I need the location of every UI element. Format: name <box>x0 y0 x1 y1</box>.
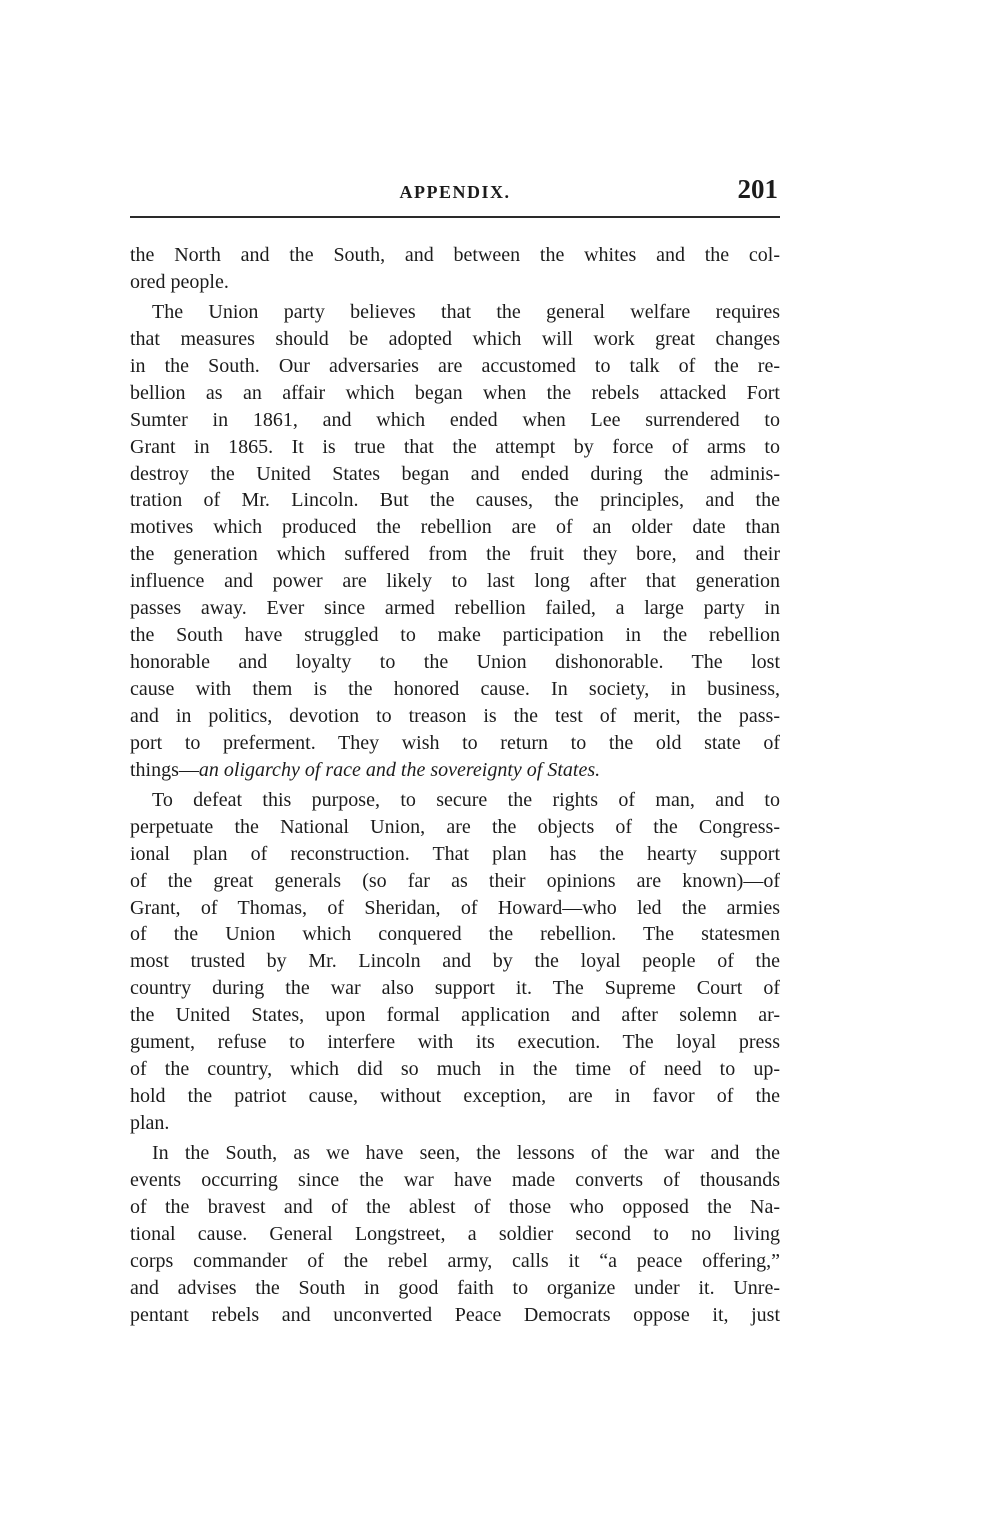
text-line: of the bravest and of the ablest of those who opposed the Na- <box>130 1195 780 1218</box>
text-line: In the South, as we have seen, the lessons of the war and the <box>152 1141 780 1164</box>
text-line: the United States, upon formal application and after solemn ar- <box>130 1004 780 1027</box>
text-line: tional cause. General Longstreet, a soldier second to no living <box>130 1222 780 1245</box>
text-line: country during the war also support it. The Supreme Court of <box>130 977 780 1000</box>
text-line: honorable and loyalty to the Union dishonorable. The lost <box>130 651 780 674</box>
text-line: and in politics, devotion to treason is the test of merit, the pass- <box>130 704 780 727</box>
text-line: hold the patriot cause, without exception, are in favor of the <box>130 1085 780 1108</box>
text-line: To defeat this purpose, to secure the rights of man, and to <box>152 788 780 811</box>
text-line: perpetuate the National Union, are the objects of the Congress- <box>130 815 780 838</box>
text-line: port to preferment. They wish to return to the old state of <box>130 731 780 754</box>
text-line: passes away. Ever since armed rebellion failed, a large party in <box>130 597 780 620</box>
text-line: ored people. <box>130 270 229 293</box>
text-line: plan. <box>130 1112 170 1134</box>
text-line: of the country, which did so much in the time of need to up- <box>130 1058 780 1081</box>
body-text <box>130 242 780 1329</box>
text-line: the North and the South, and between the whites and the col- <box>130 244 780 266</box>
text-line: the generation which suffered from the fruit they bore, and their <box>130 543 780 566</box>
text-line: The Union party believes that the general welfare requires <box>152 300 780 323</box>
text-line: Grant in 1865. It is true that the attempt by force of arms to <box>130 435 780 458</box>
text-line: in the South. Our adversaries are accustomed to talk of the re- <box>130 354 780 377</box>
text-line: events occurring since the war have made converts of thousands <box>130 1168 780 1191</box>
running-header <box>130 174 780 210</box>
text-line: destroy the United States began and ended during the adminis- <box>130 462 780 485</box>
text-line: tration of Mr. Lincoln. But the causes, the principles, and the <box>130 489 780 512</box>
text-line: that measures should be adopted which will work great changes <box>130 327 780 350</box>
text-line: pentant rebels and unconverted Peace Democrats oppose it, just <box>130 1303 780 1326</box>
text-line: cause with them is the honored cause. In society, in business, <box>130 678 780 700</box>
text-line: gument, refuse to interfere with its execution. The loyal press <box>130 1031 780 1054</box>
text-line: Sumter in 1861, and which ended when Lee surrendered to <box>130 408 780 431</box>
text-line: the South have struggled to make participation in the rebellion <box>130 624 780 647</box>
text-line <box>130 757 780 784</box>
text-line: of the great generals (so far as their opinions are known)—of <box>130 869 780 892</box>
text-line: motives which produced the rebellion are of an older date than <box>130 516 780 539</box>
page-number: 201 <box>737 174 778 204</box>
italic-phrase: an oligarchy of race and the sovereignty of States. <box>198 758 601 781</box>
text-line-start: things— <box>130 758 199 781</box>
running-header-title: APPENDIX. <box>399 182 511 202</box>
text-line: corps commander of the rebel army, calls it “a peace offering,” <box>130 1249 780 1272</box>
header-rule <box>130 216 780 218</box>
text-line: Grant, of Thomas, of Sheridan, of Howard—who led the armies <box>130 896 780 919</box>
text-line: bellion as an affair which began when the rebels attacked Fort <box>130 381 780 404</box>
text-line: of the Union which conquered the rebellion. The statesmen <box>130 923 780 946</box>
text-line: influence and power are likely to last long after that generation <box>130 570 780 593</box>
text-line: ional plan of reconstruction. That plan has the hearty support <box>130 842 780 865</box>
text-line: most trusted by Mr. Lincoln and by the loyal people of the <box>130 950 780 973</box>
text-line: and advises the South in good faith to organize under it. Unre- <box>130 1276 780 1299</box>
